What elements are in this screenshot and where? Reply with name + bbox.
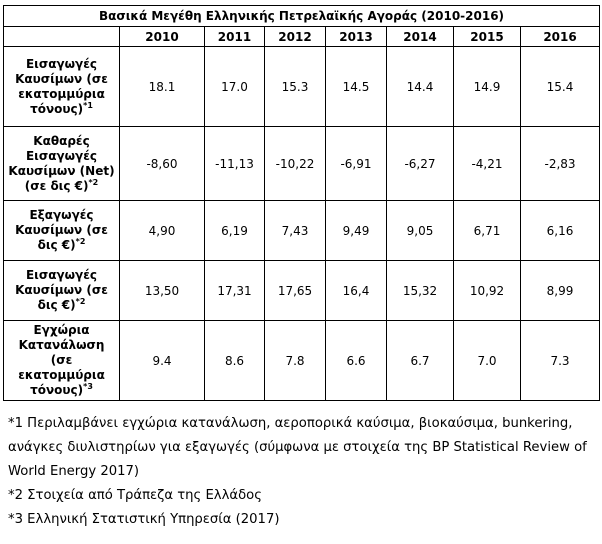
table-row	[4, 201, 600, 261]
value-cell: 6,71	[454, 201, 521, 261]
row-label: Εισαγωγές Καυσίμων (σε εκατομμύρια τόνους)$^{*1}$	[4, 47, 120, 127]
table-row	[4, 321, 600, 401]
footnote-1-line-3: World Energy 2017)	[8, 464, 140, 479]
table-row	[4, 261, 600, 321]
value-cell: 17.0	[205, 47, 265, 127]
year-2016: 2016	[521, 27, 600, 47]
value-cell: 7.3	[521, 321, 600, 401]
value-cell: -4,21	[454, 127, 521, 201]
footnote-marker: *2	[75, 297, 86, 306]
footnote-marker: *2	[88, 177, 99, 187]
year-2011: 2011	[205, 27, 265, 47]
value-cell: 9,49	[326, 201, 387, 261]
value-cell: 4,90	[120, 201, 205, 261]
value-cell: 8,99	[521, 261, 600, 321]
value-cell: 6.7	[387, 321, 454, 401]
row-label: Καθαρές Εισαγωγές Καυσίμων (Net) (σε δις €)$^{*2}$	[4, 127, 120, 201]
value-cell: 15.4	[521, 47, 600, 127]
row-label: Εγχώρια Κατανάλωση (σε εκατομμύρια τόνους)$^{*3}$	[4, 321, 120, 401]
value-cell: 8.6	[205, 321, 265, 401]
value-cell: 6,16	[521, 201, 600, 261]
table-title: Βασικά Μεγέθη Ελληνικής Πετρελαϊκής Αγοράς (2010-2016)	[4, 6, 600, 27]
value-cell: -6,27	[387, 127, 454, 201]
value-cell: 17,31	[205, 261, 265, 321]
footnotes	[8, 412, 596, 532]
footnote-1-line-1: *1 Περιλαμβάνει εγχώρια κατανάλωση, αεροπορικά καύσιμα, βιοκαύσιμα, bunkering,	[8, 416, 573, 431]
year-2012: 2012	[265, 27, 326, 47]
year-2010: 2010	[120, 27, 205, 47]
year-2015: 2015	[454, 27, 521, 47]
fuel-market-table	[3, 5, 600, 401]
footnote-marker: *3	[83, 382, 93, 391]
table-row	[4, 47, 600, 127]
footnote-3: *3 Ελληνική Στατιστική Υπηρεσία (2017)	[8, 512, 280, 527]
value-cell: 15.3	[265, 47, 326, 127]
value-cell: 6,19	[205, 201, 265, 261]
value-cell: 15,32	[387, 261, 454, 321]
table-row	[4, 127, 600, 201]
value-cell: 6.6	[326, 321, 387, 401]
year-2014: 2014	[387, 27, 454, 47]
value-cell: 14.4	[387, 47, 454, 127]
year-2013: 2013	[326, 27, 387, 47]
row-label: Εισαγωγές Καυσίμων (σε δις €)$^{*2}$	[4, 261, 120, 321]
value-cell: -6,91	[326, 127, 387, 201]
footnote-1-line-2: ανάγκες διυλιστηρίων για εξαγωγές (σύμφωνα με στοιχεία της BP Statistical Review of	[8, 440, 587, 455]
value-cell: 10,92	[454, 261, 521, 321]
value-cell: 16,4	[326, 261, 387, 321]
value-cell: 14.5	[326, 47, 387, 127]
value-cell: 9.4	[120, 321, 205, 401]
year-header-row	[4, 27, 600, 47]
value-cell: 13,50	[120, 261, 205, 321]
value-cell: -2,83	[521, 127, 600, 201]
value-cell: 7.0	[454, 321, 521, 401]
footnote-marker: *2	[75, 237, 86, 246]
value-cell: 17,65	[265, 261, 326, 321]
value-cell: -11,13	[205, 127, 265, 201]
table-title-row	[4, 6, 600, 27]
value-cell: 7.8	[265, 321, 326, 401]
footnote-marker: *1	[83, 100, 93, 110]
value-cell: 7,43	[265, 201, 326, 261]
row-label: Εξαγωγές Καυσίμων (σε δις €)$^{*2}$	[4, 201, 120, 261]
corner-cell	[4, 27, 120, 47]
value-cell: -10,22	[265, 127, 326, 201]
value-cell: 9,05	[387, 201, 454, 261]
footnote-2: *2 Στοιχεία από Τράπεζα της Ελλάδος	[8, 488, 262, 503]
value-cell: 18.1	[120, 47, 205, 127]
value-cell: -8,60	[120, 127, 205, 201]
value-cell: 14.9	[454, 47, 521, 127]
